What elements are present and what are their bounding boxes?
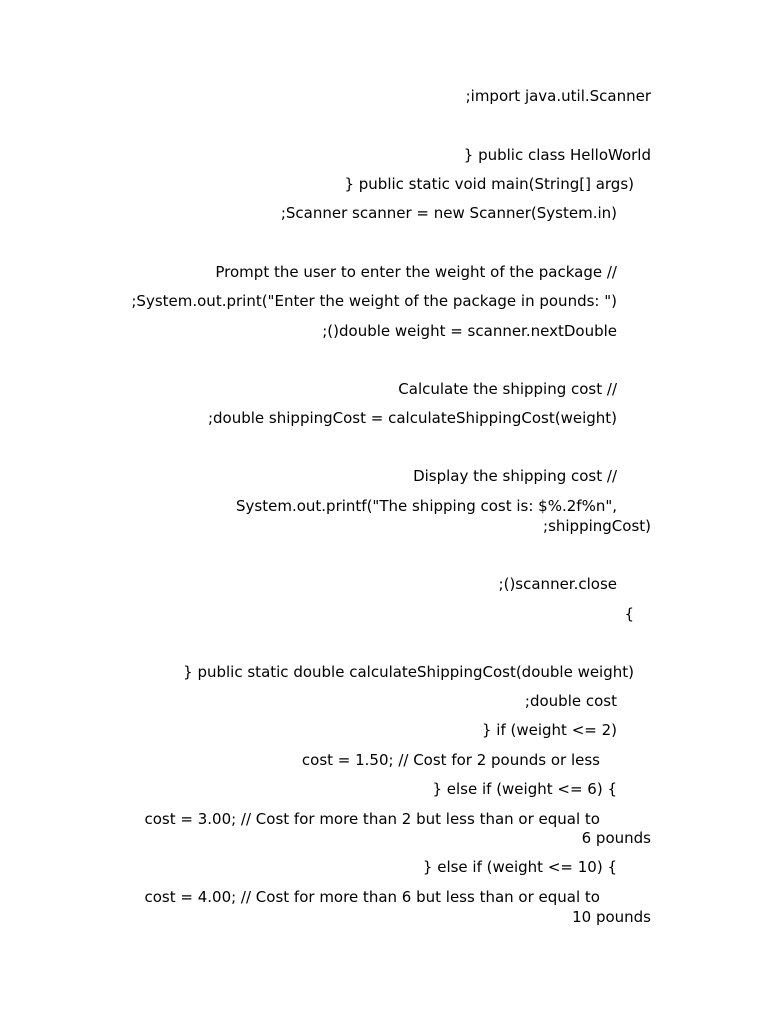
code-comment-prompt: Prompt the user to enter the weight of the package // <box>215 263 617 281</box>
code-line-printf: System.out.printf("The shipping cost is: $%.2f%n", <box>236 497 617 515</box>
code-line-read-weight: ;()double weight = scanner.nextDouble <box>322 322 617 340</box>
code-line-cost-3-00-cont: 6 pounds <box>581 829 651 847</box>
code-line-else-if-10: } else if (weight <= 10) { <box>422 858 617 876</box>
code-line-scanner-init: ;Scanner scanner = new Scanner(System.in) <box>280 204 617 222</box>
code-line-cost-3-00: cost = 3.00; // Cost for more than 2 but less than or equal to <box>144 810 600 828</box>
code-line-if-weight-2: } if (weight <= 2) <box>481 721 617 739</box>
code-line-else-if-6: } else if (weight <= 6) { <box>432 780 617 798</box>
code-comment-display: Display the shipping cost // <box>413 467 617 485</box>
code-line-import: ;import java.util.Scanner <box>465 87 651 105</box>
code-line-shipping-cost: ;double shippingCost = calculateShippingCost(weight) <box>207 409 617 427</box>
code-line-print-prompt: ;System.out.print("Enter the weight of the package in pounds: ") <box>131 292 617 310</box>
code-line-closing-brace: { <box>624 605 634 623</box>
code-line-cost-1-50: cost = 1.50; // Cost for 2 pounds or less <box>301 751 600 769</box>
code-line-class-declaration: } public class HelloWorld <box>463 146 651 164</box>
code-line-printf-arg: ;shippingCost) <box>543 517 651 535</box>
code-comment-calculate: Calculate the shipping cost // <box>398 380 617 398</box>
code-line-cost-4-00: cost = 4.00; // Cost for more than 6 but less than or equal to <box>144 888 600 906</box>
code-line-method-signature: } public static double calculateShippingCost(double weight) <box>183 663 634 681</box>
code-line-main-method: } public static void main(String[] args) <box>344 175 634 193</box>
code-line-cost-declaration: ;double cost <box>524 692 617 710</box>
code-line-scanner-close: ;()scanner.close <box>498 575 617 593</box>
code-line-cost-4-00-cont: 10 pounds <box>572 908 651 926</box>
